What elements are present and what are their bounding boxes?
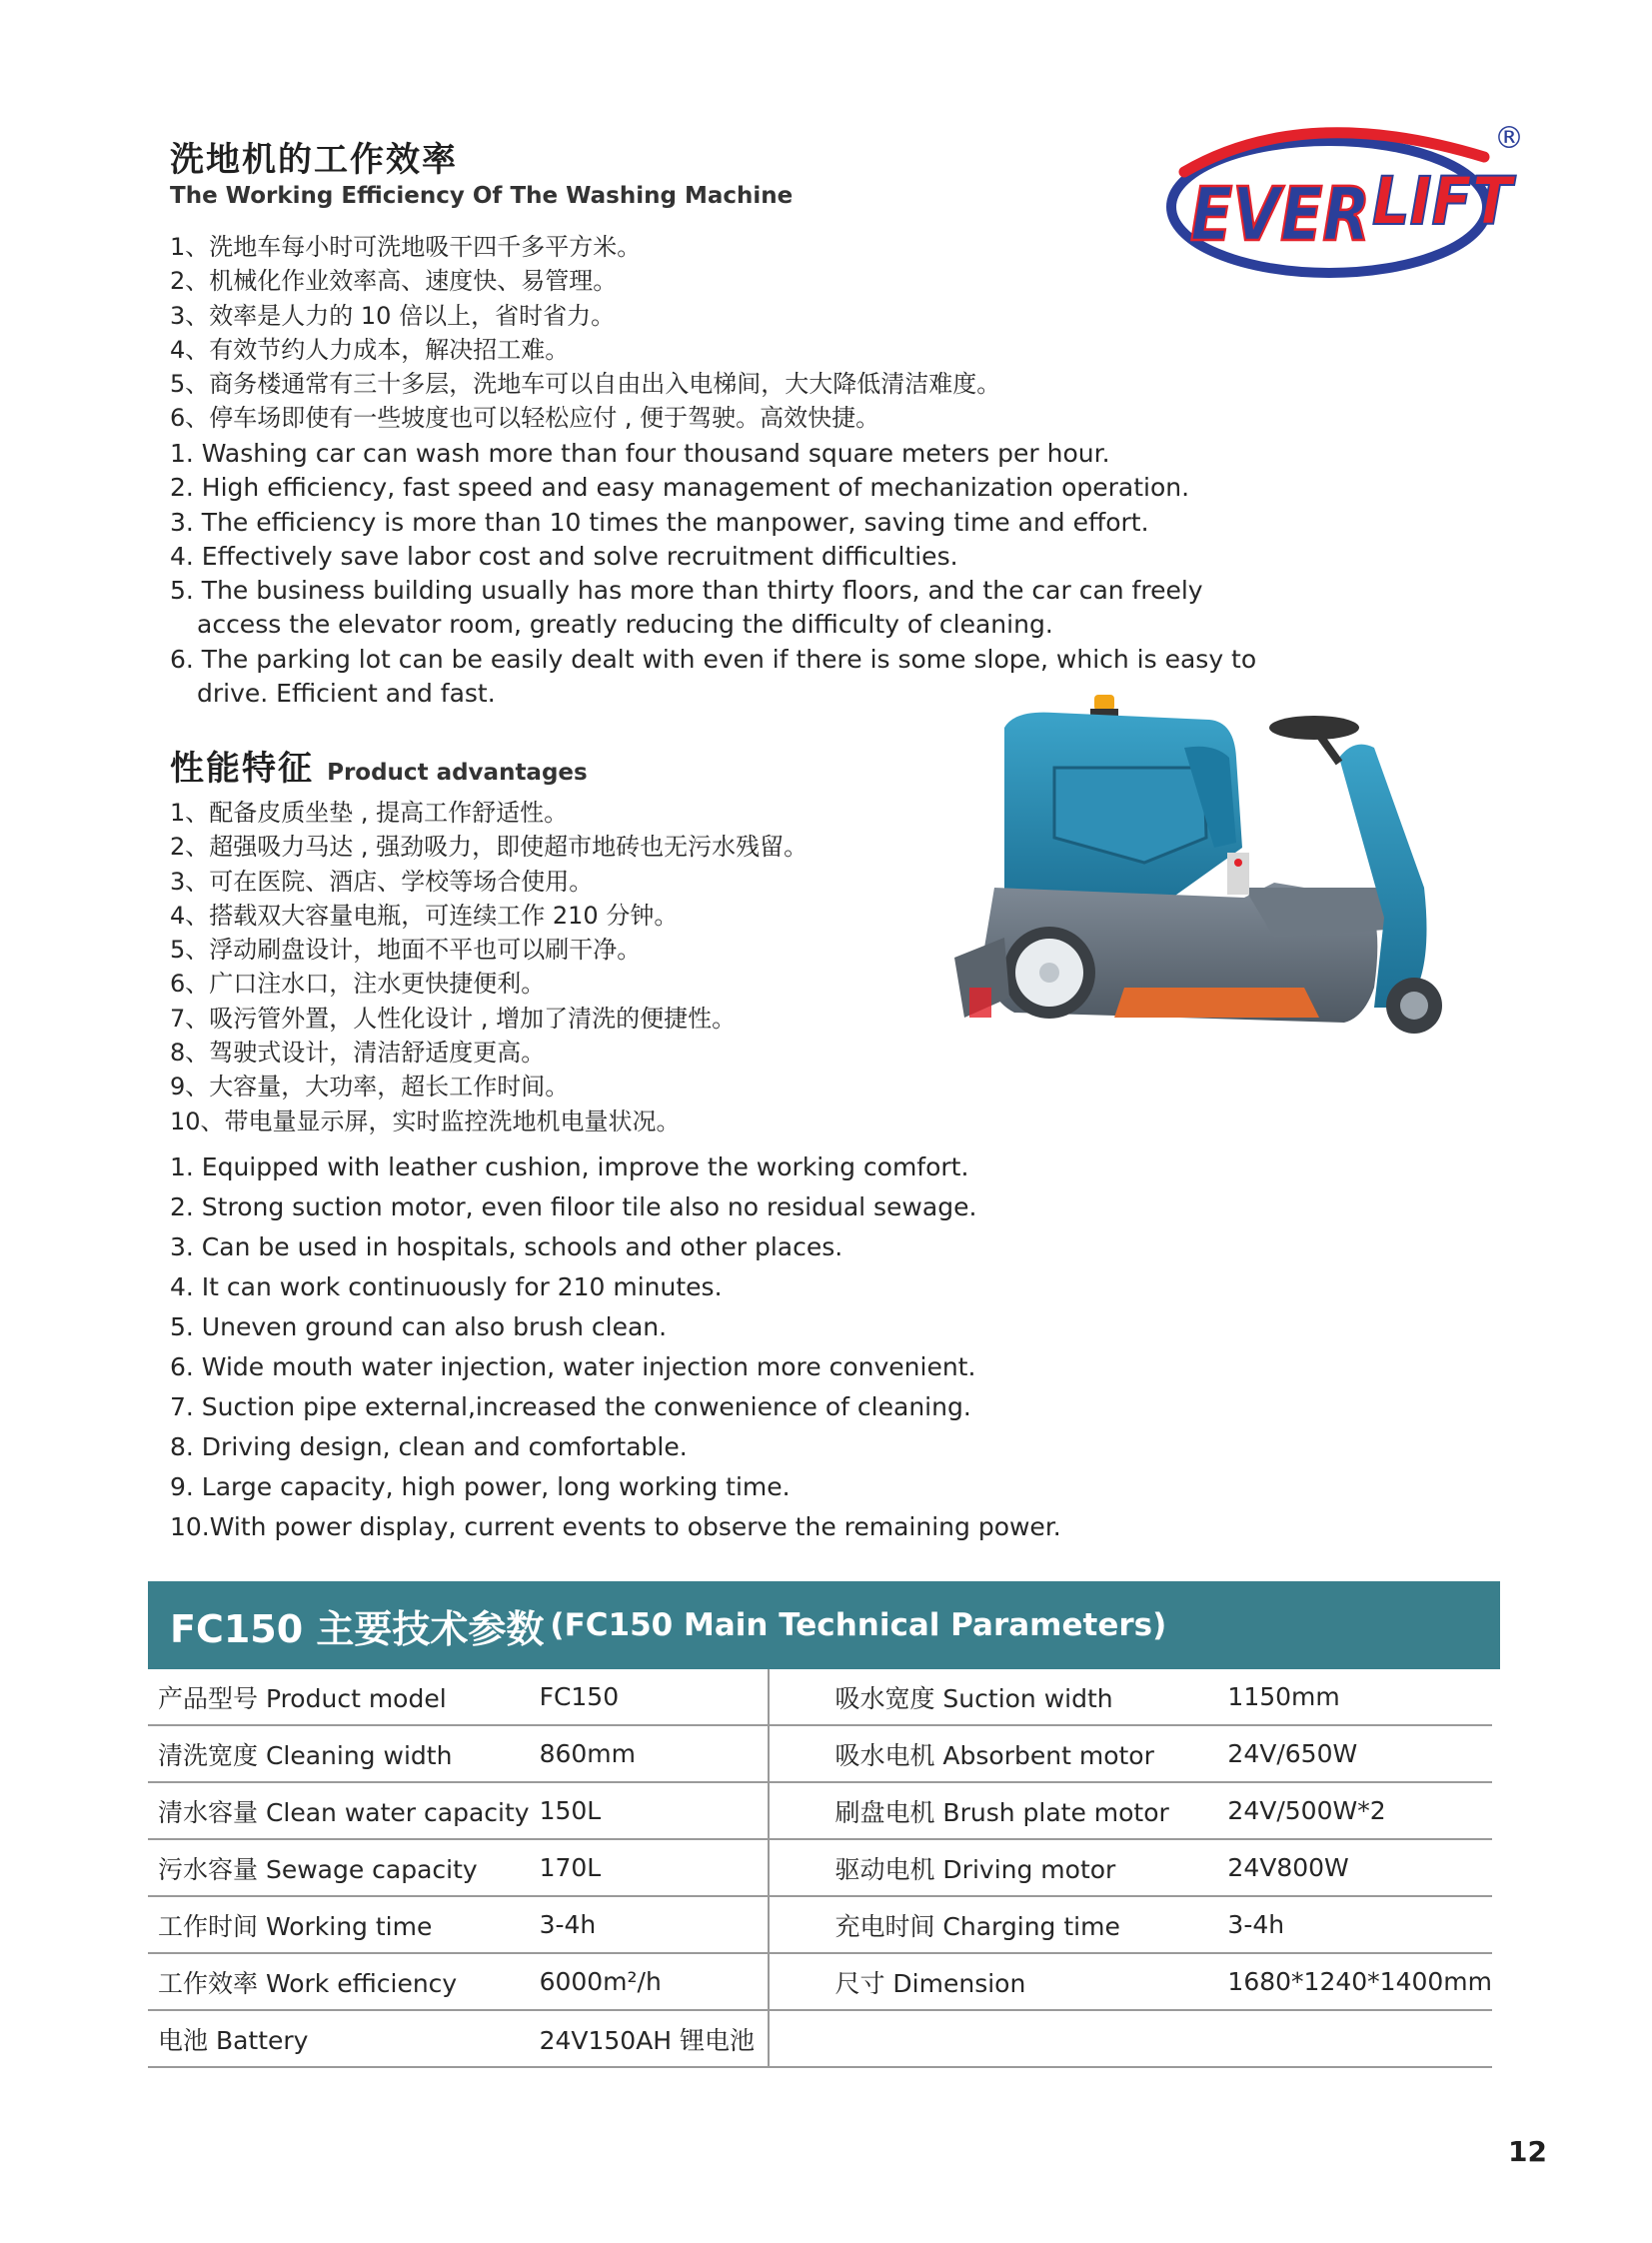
list-item: 4、有效节约人力成本，解决招工难。: [170, 335, 570, 364]
spec-label: 电池 Battery: [148, 2010, 530, 2067]
list-item: 9. Large capacity, high power, long working time.: [170, 1472, 791, 1501]
list-item: 1. Equipped with leather cushion, improve the working comfort.: [170, 1152, 969, 1181]
list-item: 6、广口注水口，注水更快捷便利。: [170, 970, 546, 999]
floor-scrubber-image: [944, 688, 1544, 1177]
spec-value: 170L: [530, 1839, 770, 1896]
spec-value: FC150: [530, 1669, 770, 1725]
list-item: 10、带电量显示屏，实时监控洗地机电量状况。: [170, 1107, 681, 1135]
spec-value: 24V150AH 锂电池: [530, 2010, 770, 2067]
spec-value: 6000m²/h: [530, 1953, 770, 2010]
spec-label: 吸水电机 Absorbent motor: [769, 1725, 1217, 1782]
spec-value: 24V800W: [1217, 1839, 1492, 1896]
list-item: 3、可在医院、酒店、学校等场合使用。: [170, 867, 594, 896]
list-item: 4. Effectively save labor cost and solve recruitment difficulties.: [170, 541, 958, 571]
advantages-list-cn: [170, 796, 808, 1138]
spec-label: 清水容量 Clean water capacity: [148, 1782, 530, 1839]
spec-value: 1150mm: [1217, 1669, 1492, 1725]
spec-label: 污水容量 Sewage capacity: [148, 1839, 530, 1896]
registered-mark: ®: [1494, 121, 1524, 156]
spec-label: 工作效率 Work efficiency: [148, 1953, 530, 2010]
spec-value: 150L: [530, 1782, 770, 1839]
list-item: 5、商务楼通常有三十多层，洗地车可以自由出入电梯间，大大降低清洁难度。: [170, 370, 1001, 399]
list-item: 5. The business building usually has more than thirty floors, and the car can freely access the elevator room, greatly reducing the difficulty of cleaning.: [170, 576, 1203, 640]
spec-label: 充电时间 Charging time: [769, 1896, 1217, 1953]
spec-label: 吸水宽度 Suction width: [769, 1669, 1217, 1725]
list-item: 2. High efficiency, fast speed and easy management of mechanization operation.: [170, 473, 1190, 503]
spec-label: 工作时间 Working time: [148, 1896, 530, 1953]
advantages-list-en: [170, 1147, 1061, 1547]
list-item: 3. Can be used in hospitals, schools and other places.: [170, 1232, 843, 1261]
list-item: 10.With power display, current events to observe the remaining power.: [170, 1512, 1061, 1541]
list-item: 6、停车场即使有一些坡度也可以轻松应付 , 便于驾驶。高效快捷。: [170, 404, 880, 433]
page-title-en: The Working Efficiency Of The Washing Machine: [170, 183, 794, 209]
specs-banner-title: FC150 主要技术参数: [170, 1606, 545, 1651]
list-item: 5. Uneven ground can also brush clean.: [170, 1312, 668, 1341]
list-item: 3. The efficiency is more than 10 times the manpower, saving time and effort.: [170, 507, 1149, 537]
spec-value: 3-4h: [1217, 1896, 1492, 1953]
list-item: 2. Strong suction motor, even filoor tile also no residual sewage.: [170, 1192, 977, 1221]
advantages-title-en: Product advantages: [327, 760, 588, 786]
list-item: 7. Suction pipe external,increased the conwenience of cleaning.: [170, 1392, 971, 1421]
list-item: 4、搭载双大容量电瓶，可连续工作 210 分钟。: [170, 901, 679, 930]
list-item: 6. The parking lot can be easily dealt with even if there is some slope, which is easy to drive. Efficient and fast.: [170, 644, 1257, 709]
spec-value: 24V/500W*2: [1217, 1782, 1492, 1839]
list-item: 4. It can work continuously for 210 minutes.: [170, 1272, 723, 1301]
list-item: 8. Driving design, clean and comfortable.: [170, 1432, 688, 1461]
spec-value: 24V/650W: [1217, 1725, 1492, 1782]
spec-label: 驱动电机 Driving motor: [769, 1839, 1217, 1896]
page-number: 12: [1508, 2135, 1547, 2168]
specs-banner: [148, 1581, 1500, 1669]
list-item: 3、效率是人力的 10 倍以上，省时省力。: [170, 301, 616, 330]
efficiency-list-en: [170, 437, 1276, 711]
list-item: 1、配备皮质坐垫 , 提高工作舒适性。: [170, 799, 569, 827]
logo-text-lift: LIFT: [1372, 163, 1517, 240]
table-row: [148, 1725, 1492, 1782]
logo-text-ever: EVER: [1190, 172, 1370, 258]
spec-label: [769, 2010, 1217, 2067]
list-item: 5、浮动刷盘设计，地面不平也可以刷干净。: [170, 936, 642, 965]
specs-banner-subtitle: (FC150 Main Technical Parameters): [550, 1607, 1167, 1643]
list-item: 1、洗地车每小时可洗地吸干四千多平方米。: [170, 233, 642, 261]
table-row: [148, 1953, 1492, 2010]
list-item: 2、超强吸力马达 , 强劲吸力，即使超市地砖也无污水残留。: [170, 833, 809, 862]
list-item: 7、吸污管外置，人性化设计 , 增加了清洗的便捷性。: [170, 1004, 737, 1033]
spec-label: 清洗宽度 Cleaning width: [148, 1725, 530, 1782]
specs-table: [148, 1669, 1492, 2068]
list-item: 1. Washing car can wash more than four thousand square meters per hour.: [170, 439, 1110, 468]
table-row: [148, 1896, 1492, 1953]
advantages-heading: [170, 741, 588, 790]
spec-value: 860mm: [530, 1725, 770, 1782]
spec-label: 尺寸 Dimension: [769, 1953, 1217, 2010]
spec-value: [1217, 2010, 1492, 2067]
page-title-cn: 洗地机的工作效率: [170, 140, 458, 180]
everlift-logo: [1154, 112, 1524, 290]
list-item: 8、驾驶式设计，清洁舒适度更高。: [170, 1039, 546, 1068]
list-item: 6. Wide mouth water injection, water injection more convenient.: [170, 1352, 976, 1381]
spec-value: 1680*1240*1400mm: [1217, 1953, 1492, 2010]
advantages-title-cn: 性能特征: [170, 749, 314, 789]
list-item: 2、机械化作业效率高、速度快、易管理。: [170, 267, 618, 296]
spec-label: 产品型号 Product model: [148, 1669, 530, 1725]
table-row: [148, 1782, 1492, 1839]
spec-value: 3-4h: [530, 1896, 770, 1953]
table-row: [148, 2010, 1492, 2067]
table-row: [148, 1669, 1492, 1725]
efficiency-list-cn: [170, 230, 1000, 436]
spec-label: 刷盘电机 Brush plate motor: [769, 1782, 1217, 1839]
list-item: 9、大容量，大功率，超长工作时间。: [170, 1073, 570, 1102]
table-row: [148, 1839, 1492, 1896]
